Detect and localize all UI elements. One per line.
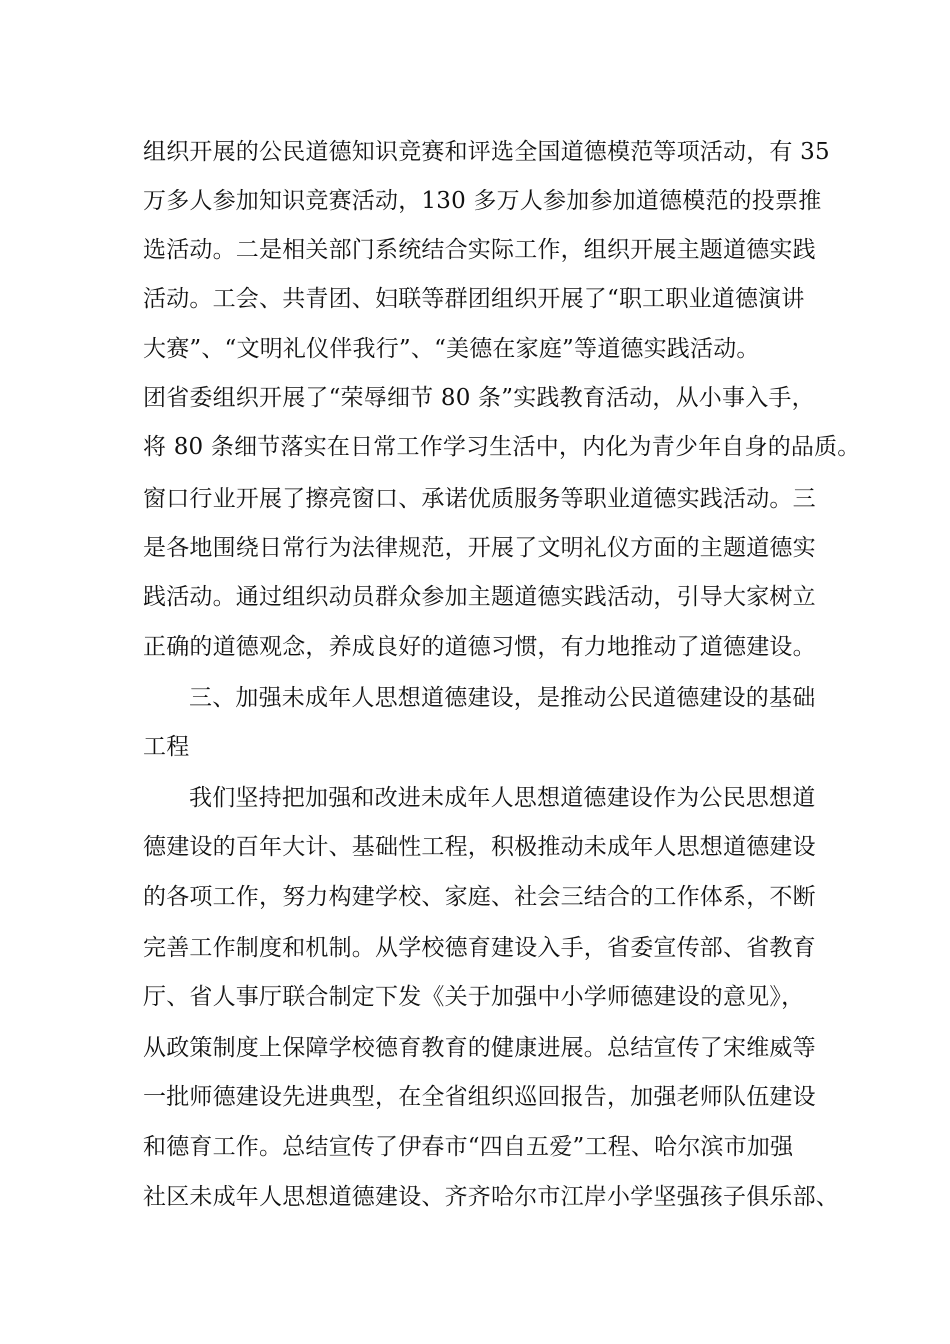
text-line: 德建设的百年大计、基础性工程，积极推动未成年人思想道德建设	[143, 834, 816, 860]
text-line: 践活动。通过组织动员群众参加主题道德实践活动，引导大家树立	[143, 584, 816, 610]
text-line: 将 80 条细节落实在日常工作学习生活中，内化为青少年自身的品质。	[143, 434, 861, 460]
text-line: 活动。工会、共青团、妇联等群团组织开展了“职工职业道德演讲	[143, 286, 805, 312]
text-line: 万多人参加知识竞赛活动，130 多万人参加参加道德模范的投票推	[143, 188, 822, 214]
text-line: 厅、省人事厅联合制定下发《关于加强中小学师德建设的意见》，	[143, 984, 805, 1010]
text-line: 选活动。二是相关部门系统结合实际工作，组织开展主题道德实践	[143, 237, 816, 263]
text-line: 和德育工作。总结宣传了伊春市“四自五爱”工程、哈尔滨市加强	[143, 1134, 794, 1160]
text-line: 是各地围绕日常行为法律规范，开展了文明礼仪方面的主题道德实	[143, 535, 816, 561]
text-line: 大赛”、“文明礼仪伴我行”、“美德在家庭”等道德实践活动。	[143, 336, 760, 362]
paragraph-first-line: 我们坚持把加强和改进未成年人思想道德建设作为公民思想道	[189, 785, 816, 811]
section-heading: 三、加强未成年人思想道德建设，是推动公民道德建设的基础	[189, 685, 816, 711]
text-line: 组织开展的公民道德知识竞赛和评选全国道德模范等项活动，有 35	[143, 139, 830, 165]
text-line: 团省委组织开展了“荣辱细节 80 条”实践教育活动，从小事入手，	[143, 385, 815, 411]
text-line: 完善工作制度和机制。从学校德育建设入手，省委宣传部、省教育	[143, 935, 816, 961]
text-line: 的各项工作，努力构建学校、家庭、社会三结合的工作体系，不断	[143, 884, 816, 910]
text-line: 一批师德建设先进典型，在全省组织巡回报告，加强老师队伍建设	[143, 1084, 816, 1110]
text-line: 正确的道德观念，养成良好的道德习惯，有力地推动了道德建设。	[143, 634, 816, 660]
text-line: 从政策制度上保障学校德育教育的健康进展。总结宣传了宋维威等	[143, 1035, 816, 1061]
text-line: 社区未成年人思想道德建设、齐齐哈尔市江岸小学坚强孩子俱乐部、	[143, 1184, 839, 1210]
section-heading-continued: 工程	[143, 734, 190, 760]
text-line: 窗口行业开展了擦亮窗口、承诺优质服务等职业道德实践活动。三	[143, 486, 816, 512]
